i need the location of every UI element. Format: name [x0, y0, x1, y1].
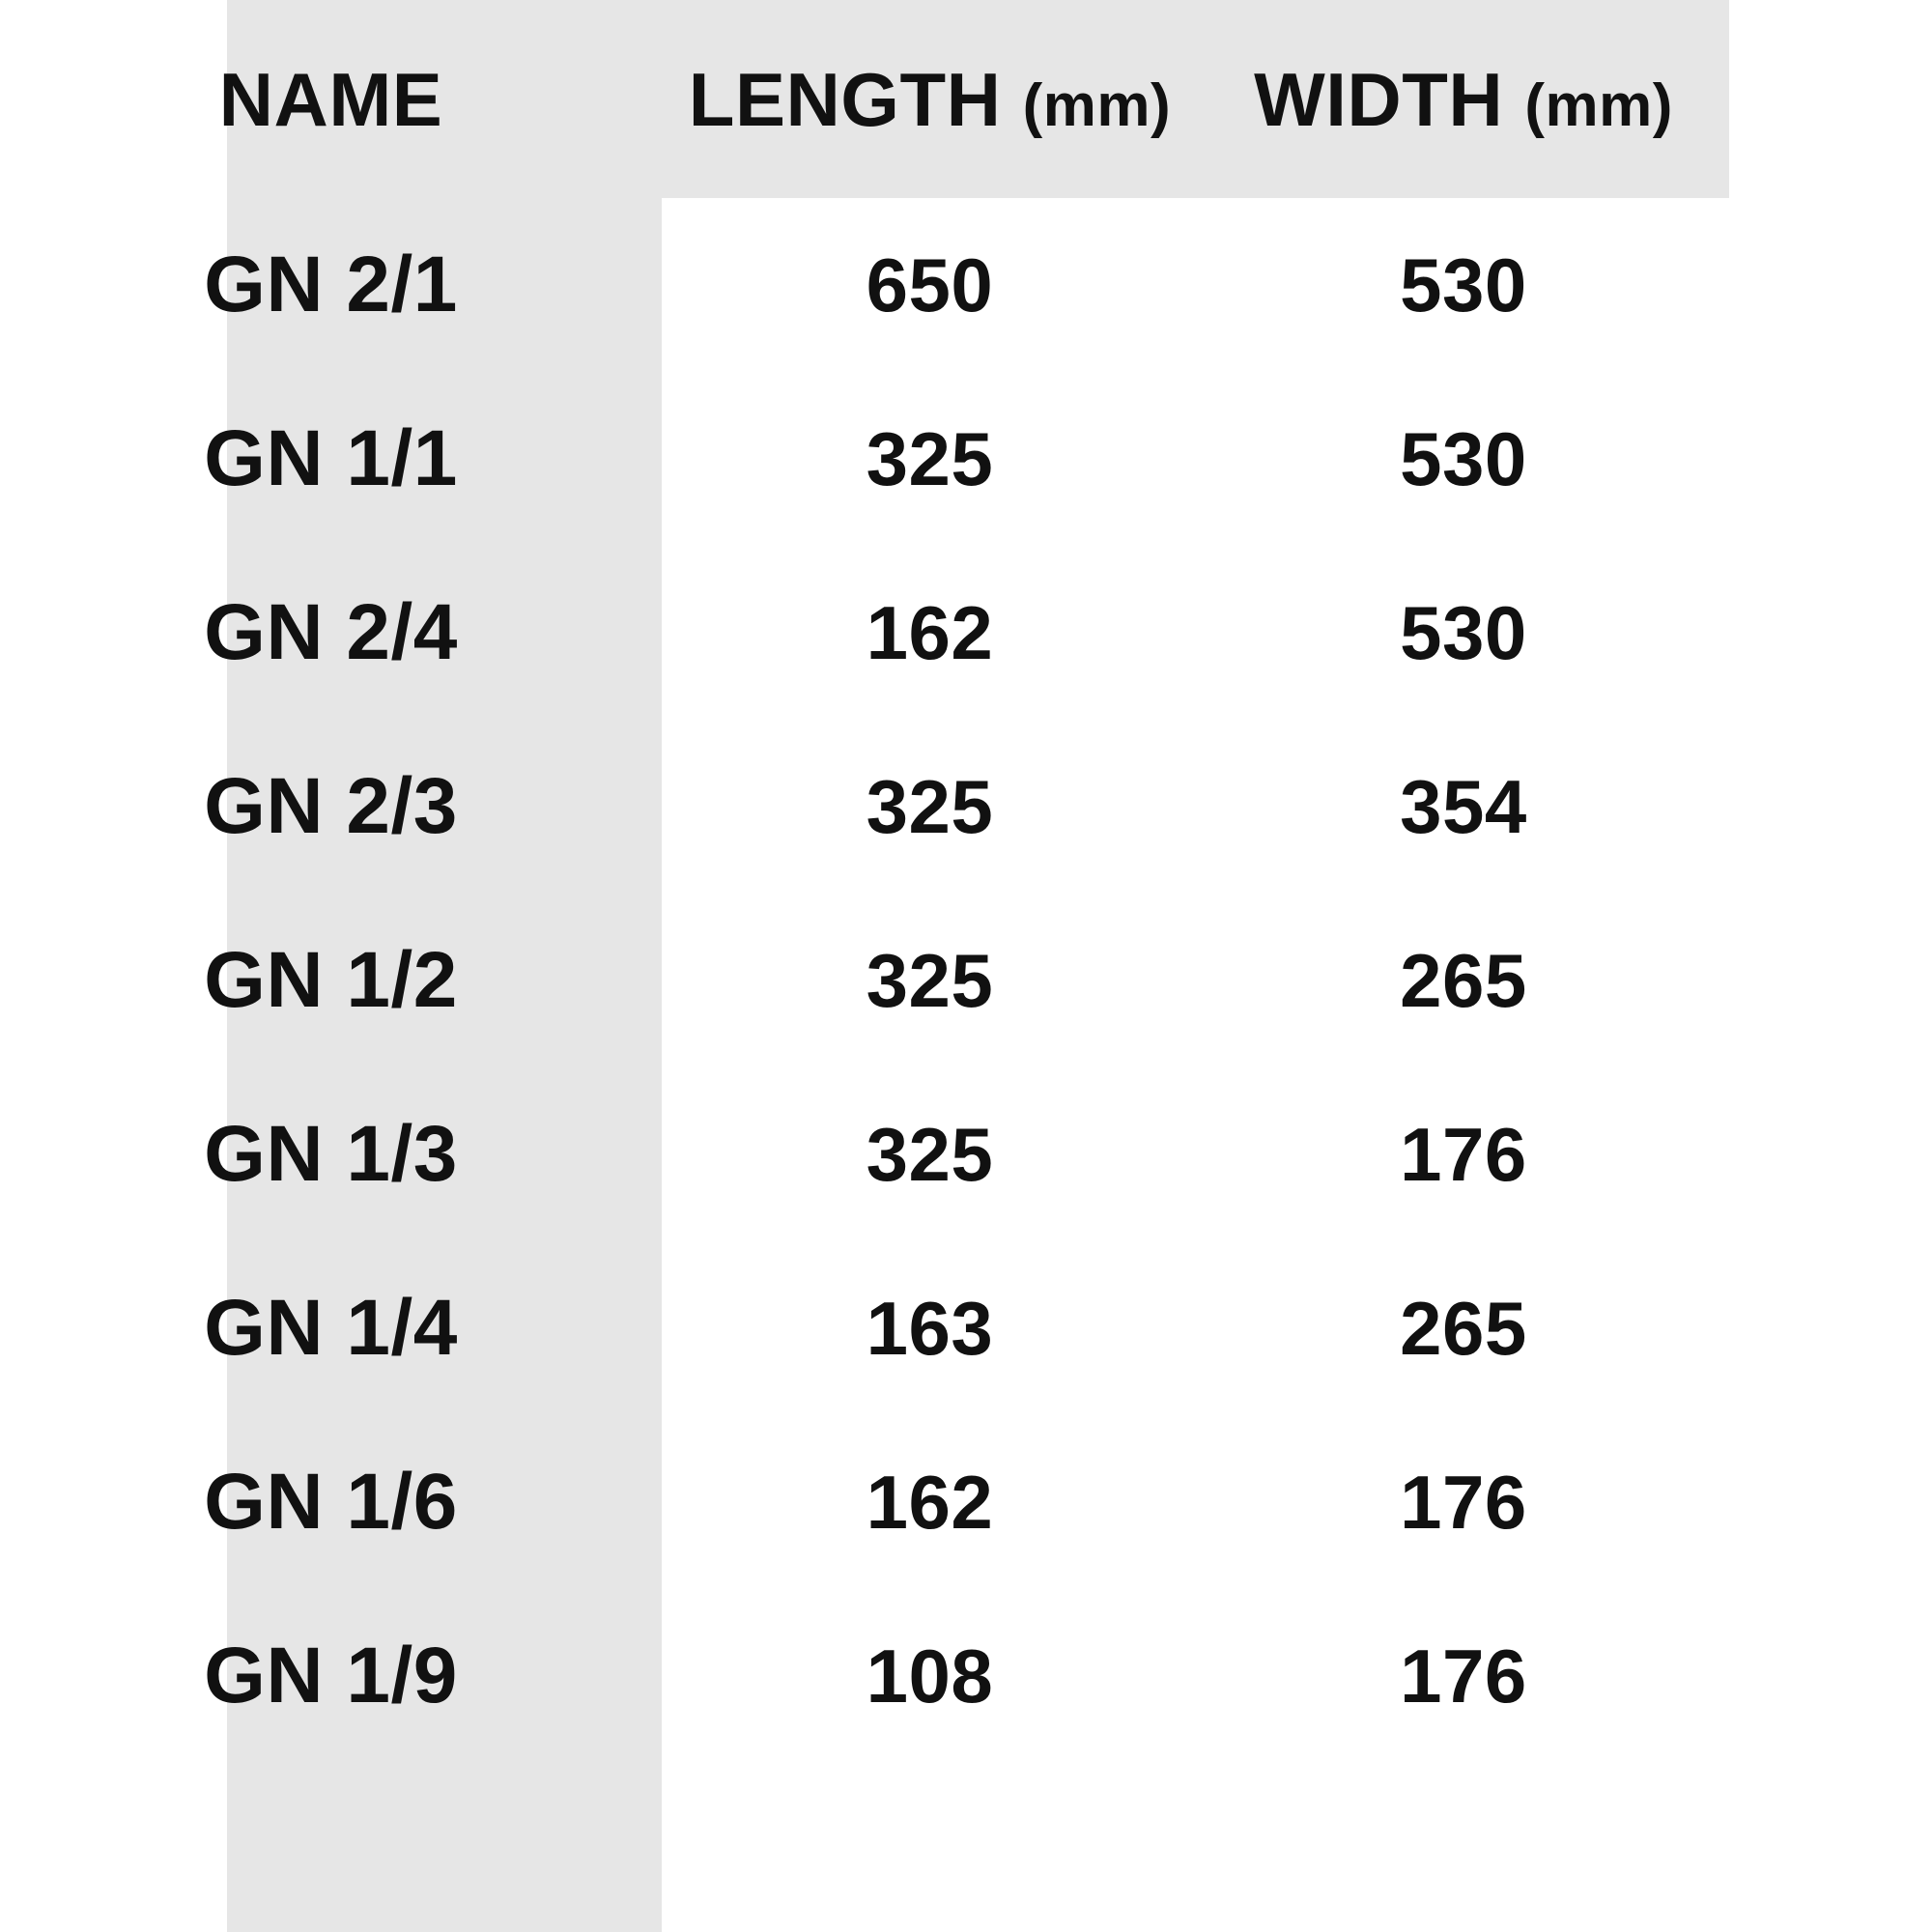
column-header-width [1198, 0, 1729, 198]
column-header-length [662, 0, 1198, 198]
table-row [0, 1415, 1729, 1589]
cell-length: 163 [866, 1286, 994, 1371]
table-row [0, 198, 1729, 372]
cell-length: 325 [866, 416, 994, 501]
column-header-width-label: WIDTH [1254, 56, 1504, 142]
column-header-length-label: LENGTH [688, 56, 1002, 142]
column-header-length-unit: (mm) [1022, 71, 1172, 139]
table-row [0, 1241, 1729, 1415]
cell-length: 325 [866, 764, 994, 849]
cell-name: GN 2/3 [204, 762, 458, 850]
cell-name: GN 1/1 [204, 414, 458, 502]
cell-width: 265 [1400, 1286, 1527, 1371]
table-body [0, 198, 1729, 1763]
cell-length: 325 [866, 1112, 994, 1197]
cell-length: 162 [866, 1460, 994, 1545]
cell-width: 265 [1400, 938, 1527, 1023]
cell-name: GN 1/4 [204, 1284, 458, 1372]
cell-name: GN 1/6 [204, 1458, 458, 1546]
table-header [0, 0, 1729, 198]
cell-length: 108 [866, 1634, 994, 1719]
cell-name: GN 2/4 [204, 588, 458, 676]
table-row [0, 372, 1729, 546]
cell-width: 354 [1400, 764, 1527, 849]
cell-name: GN 1/9 [204, 1632, 458, 1719]
cell-width: 530 [1400, 416, 1527, 501]
cell-name: GN 2/1 [204, 241, 458, 328]
table-row [0, 1067, 1729, 1241]
cell-length: 325 [866, 938, 994, 1023]
cell-name: GN 1/3 [204, 1110, 458, 1198]
cell-length: 162 [866, 590, 994, 675]
cell-width: 176 [1400, 1634, 1527, 1719]
cell-name: GN 1/2 [204, 936, 458, 1024]
table-row [0, 894, 1729, 1067]
table-row [0, 720, 1729, 894]
cell-length: 650 [866, 242, 994, 327]
table-row [0, 546, 1729, 720]
cell-width: 530 [1400, 590, 1527, 675]
header-row [0, 0, 1729, 198]
column-header-width-unit: (mm) [1524, 71, 1673, 139]
column-header-name: NAME [218, 56, 443, 142]
cell-width: 176 [1400, 1460, 1527, 1545]
table-row [0, 1589, 1729, 1763]
cell-width: 530 [1400, 242, 1527, 327]
cell-width: 176 [1400, 1112, 1527, 1197]
